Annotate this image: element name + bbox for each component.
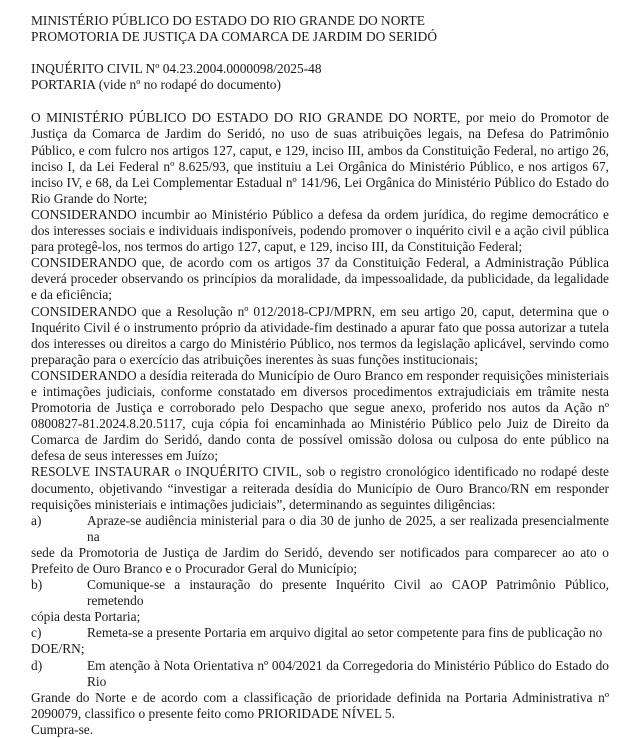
diligence-item-d [31, 658, 609, 722]
portaria-line: PORTARIA (vide nº no rodapé do documento) [31, 77, 281, 93]
diligence-item-c [31, 625, 609, 657]
item-label: a) [31, 512, 42, 528]
paragraph-considerando-3: CONSIDERANDO que a Resolução nº 012/2018-CPJ/MPRN, em seu artigo 20, caput, determina que o Inquérito Civil é o instrumento próprio da atividade-fim destinado a apurar fato que possa autorizar a tutela dos interesses ou direitos a cargo do Ministério Público, nos termos da legislação aplicável, servindo como preparação para o exercício das atribuições inerentes às suas funções institucionais; [31, 303, 609, 367]
item-text-rest: Grande do Norte e de acordo com a classificação de prioridade definida na Portaria Administrativa nº 2090079, classifico o presente feito como PRIORIDADE NÍVEL 5. [31, 689, 609, 721]
item-text-rest: sede da Promotoria de Justiça de Jardim do Seridó, devendo ser notificados para comparecer ao ato o Prefeito de Ouro Branco e o Procurador Geral do Município; [31, 544, 609, 576]
document-header [31, 13, 609, 45]
item-text-first: Apraze-se audiência ministerial para o dia 30 de junho de 2025, a ser realizada presencialmente na [87, 512, 609, 544]
item-label: b) [31, 577, 43, 593]
paragraph-preamble: O MINISTÉRIO PÚBLICO DO ESTADO DO RIO GRANDE DO NORTE, por meio do Promotor de Justiça da Comarca de Jardim do Seridó, no uso de suas atribuições legais, na Defesa do Patrimônio Público, e com fulcro nos artigos 127, caput, e 129, inciso III, ambos da Constituição Federal, no artigo 26, inciso I, da Lei Federal nº 8.625/93, que instituiu a Lei Orgânica do Ministério Público, e nos artigos 67, inciso IV, e 68, da Lei Complementar Estadual nº 141/96, Lei Orgânica do Ministério Público do Estado do Rio Grande do Norte; [31, 110, 609, 206]
reference-block [31, 61, 609, 93]
inquerito-number: INQUÉRITO CIVIL Nº 04.23.2004.0000098/2025-48 [31, 61, 322, 77]
item-text-first: Em atenção à Nota Orientativa nº 004/2021 da Corregedoria do Ministério Público do Estado do Rio [87, 657, 609, 689]
item-text-first: Comunique-se a instauração do presente Inquérito Civil ao CAOP Patrimônio Público, remetendo [87, 577, 609, 609]
paragraph-resolve: RESOLVE INSTAURAR o INQUÉRITO CIVIL, sob o registro cronológico identificado no rodapé deste documento, objetivando “investigar a reiterada desídia do Município de Ouro Branco/RN em responder requisições ministeriais e intimações judiciais”, determinando as seguintes diligências: [31, 464, 609, 512]
header-line-2: PROMOTORIA DE JUSTIÇA DA COMARCA DE JARDIM DO SERIDÓ [31, 29, 437, 45]
item-text-rest: cópia desta Portaria; [31, 609, 141, 625]
paragraph-considerando-4: CONSIDERANDO a desídia reiterada do Município de Ouro Branco em responder requisições ministeriais e intimações judiciais, conforme constatado em diversos procedimentos extrajudiciais em trâmite nesta Promotoria de Justiça e corroborado pelo Despacho que segue anexo, proferido nos autos da Ação nº 0800827-81.2024.8.20.5117, cuja cópia foi encaminhada ao Ministério Público pelo Juiz de Direito da Comarca de Jardim do Seridó, dando conta de possível omissão dolosa ou culposa do ente público na defesa de seus interesses em Juízo; [31, 367, 609, 464]
closing-line: Cumpra-se. [31, 721, 94, 737]
item-text-rest: DOE/RN; [31, 641, 85, 657]
item-label: d) [31, 657, 43, 673]
item-text-first: Remeta-se a presente Portaria em arquivo digital ao setor competente para fins de publicação no [87, 625, 603, 641]
diligence-item-a [31, 513, 609, 577]
paragraph-considerando-2: CONSIDERANDO que, de acordo com os artigos 37 da Constituição Federal, a Administração Pública deverá proceder observando os princípios da moralidade, da impessoalidade, da publicidade, da legalidade e da eficiência; [31, 255, 609, 303]
document-body [31, 110, 609, 738]
header-line-1: MINISTÉRIO PÚBLICO DO ESTADO DO RIO GRANDE DO NORTE [31, 13, 425, 28]
item-label: c) [31, 625, 42, 641]
paragraph-considerando-1: CONSIDERANDO incumbir ao Ministério Público a defesa da ordem jurídica, do regime democrático e dos interesses sociais e individuais indisponíveis, podendo promover o inquérito civil e a ação civil pública para protegê-los, nos termos do artigo 127, caput, e 129, inciso III, da Constituição Federal; [31, 206, 609, 255]
diligence-item-b [31, 577, 609, 625]
